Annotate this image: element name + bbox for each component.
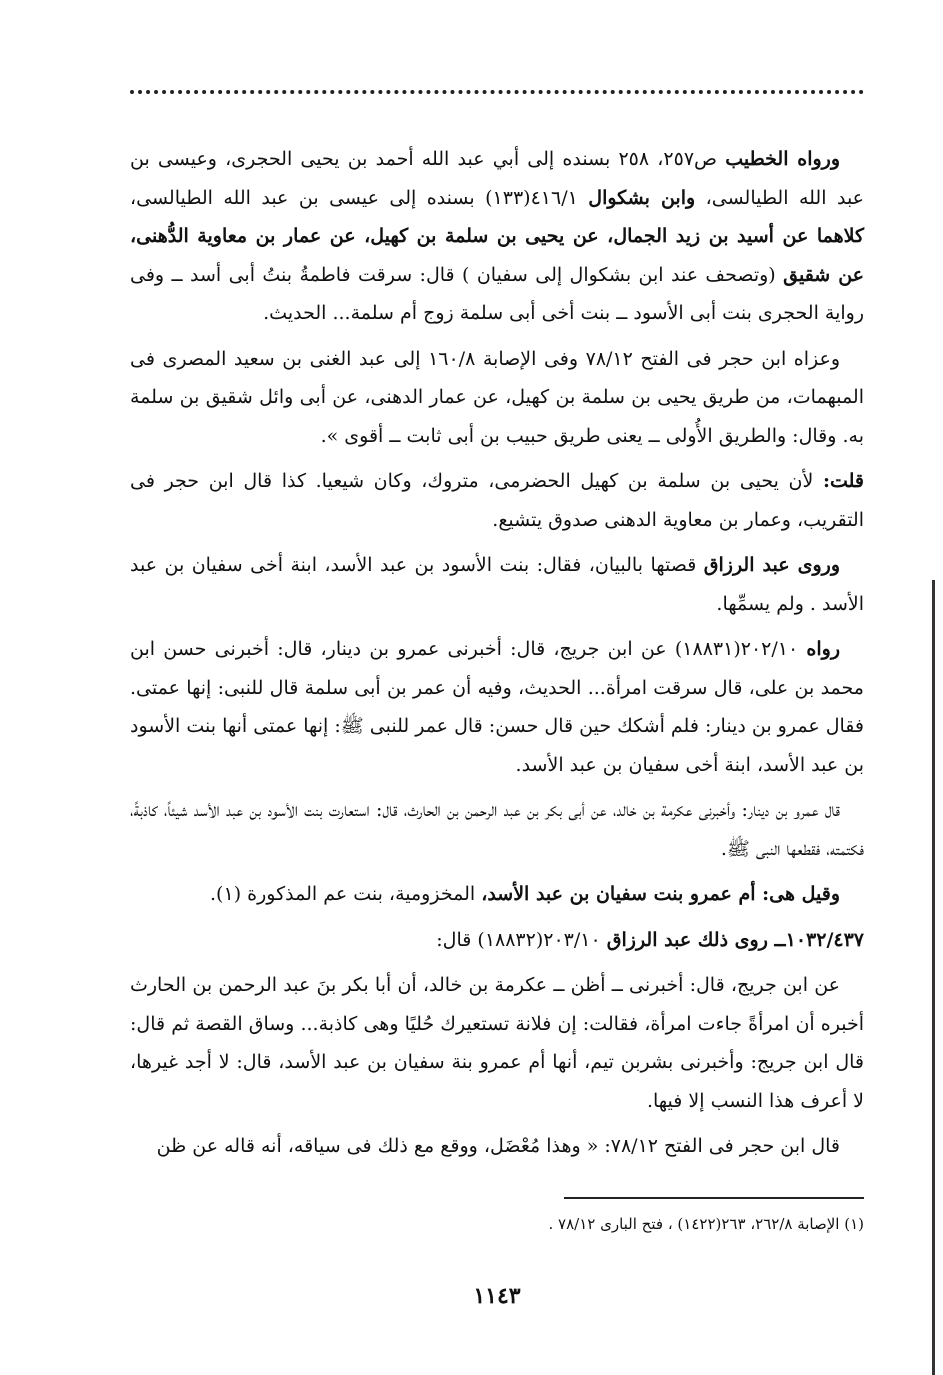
header-dotted-rule <box>130 90 864 94</box>
paragraph-text: قال عمرو بن دينار: وأخبرنى عكرمة بن خالد، عن أبى بكر بن عبد الرحمن بن الحارث، قال: استعارت بنت الأسود بن عبد الأسد شيئاً، كاذبةً، فكتمته، فقطعها النبى ﷺ. <box>130 799 864 860</box>
bold-lead: قلت: <box>822 470 865 492</box>
paragraph-4 <box>130 546 864 623</box>
main-text <box>130 140 864 1173</box>
paragraph-1 <box>130 140 864 333</box>
bold-lead: رواه <box>806 638 840 660</box>
bold-lead: ورواه الخطيب <box>725 148 841 170</box>
footnote: (١) الإصابة ٢٦٢/٨، ٢٦٣(١٤٢٢) ، فتح البارى ٧٨/١٢ . <box>548 1215 864 1233</box>
book-page <box>130 78 864 1318</box>
bold-lead: ١٠٣٢/٤٣٧ــ روى ذلك عبد الرزاق <box>606 928 864 951</box>
paragraph-text: ٤١٦/١(١٣٣) بسنده إلى عيسى بن عبد الله الطيالسى، <box>130 186 589 209</box>
paragraph-3 <box>130 462 864 539</box>
paragraph-2 <box>130 340 864 456</box>
paragraph-6 <box>130 791 864 868</box>
bold-lead: وروى عبد الرزاق <box>703 554 841 576</box>
footnote-rule <box>564 1197 864 1199</box>
bold-lead: وابن بشكوال <box>588 186 696 209</box>
paragraph-text: ص٢٥٧، ٢٥٨ بسنده إلى أبي عبد الله أحمد بن يحيى الحجرى، وعيسى بن عبد الله الطيالسى، <box>130 148 865 209</box>
paragraph-text: قصتها بالبيان، فقال: بنت الأسود بن عبد الأسد، ابنة أخى سفيان بن عبد الأسد . ولم يسمِّها. <box>130 554 864 615</box>
paragraph-text: لأن يحيى بن سلمة بن كهيل الحضرمى، متروك، وكان شيعيا. كذا قال ابن حجر فى التقريب، وعمار بن معاوية الدهنى صدوق يتشيع. <box>130 470 864 531</box>
paragraph-text: ٢٠٢/١٠(١٨٨٣١) عن ابن جريج، قال: أخبرنى عمرو بن دينار، قال: أخبرنى حسن ابن محمد بن على، قال سرقت امرأة... الحديث، وفيه أن عمر بن أبى سلمة قال للنبى: إنها عمتى. فقال عمرو بن دينار: فلم أشكك حين قال حسن: قال عمر للنبى ﷺ: إنها عمتى أنها بنت الأسود بن عبد الأسد، ابنة أخى سفيان بن عبد الأسد. <box>130 638 864 776</box>
page-edge-line <box>932 580 935 1375</box>
paragraph-text: عن ابن جريج، قال: أخبرنى ــ أظن ــ عكرمة بن خالد، أن أبا بكر بنَ عبد الرحمن بن الحارث أخبره أن امرأةً جاءت امرأة، فقالت: إن فلانة تستعيرك حُليًا وهى كاذبة... وساق القصة ثم قال: قال ابن جريج: وأخبرنى بشربن تيم، أنها أم عمرو بنة سفيان بن عبد الأسد، قال: لا أجد غيرها، لا أعرف هذا النسب إلا فيها. <box>130 974 864 1112</box>
bold-lead: وقيل هى: أم عمرو بنت سفيان بن عبد الأسد، <box>481 883 840 905</box>
bold-lead: كلاهما عن أسيد بن زيد الجمال، عن يحيى بن سلمة بن كهيل، عن عمار بن معاوية الدُّهنى، عن شقيق <box>130 225 864 286</box>
paragraph-text: المخزومية، بنت عم المذكورة (١). <box>210 883 482 905</box>
paragraph-10 <box>130 1127 864 1166</box>
paragraph-text: (وتصحف عند ابن بشكوال إلى سفيان ) قال: سرقت فاطمةُ بنتُ أبى أسد ــ وفى رواية الحجرى بنت أبى الأسود ــ بنت أخى أبى سلمة زوج أم سلمة... الحديث. <box>130 263 864 324</box>
paragraph-9 <box>130 966 864 1120</box>
paragraph-text: وعزاه ابن حجر فى الفتح ٧٨/١٢ وفى الإصابة ١٦٠/٨ إلى عبد الغنى بن سعيد المصرى فى المبهمات، من طريق يحيى بن سلمة بن كهيل، عن عمار الدهنى، عن أبى وائل شقيق بن سلمة به. وقال: والطريق الأُولى ــ يعنى طريق حبيب بن أبى ثابت ــ أقوى ». <box>130 347 864 447</box>
paragraph-7 <box>130 875 864 914</box>
paragraph-text: قال ابن حجر فى الفتح ٧٨/١٢: « وهذا مُعْضَل، ووقع مع ذلك فى سياقه، أنه قاله عن ظن <box>156 1135 840 1157</box>
paragraph-5 <box>130 630 864 784</box>
paragraph-text: ٢٠٣/١٠(١٨٨٣٢) قال: <box>436 928 607 951</box>
paragraph-8 <box>130 921 864 960</box>
page-number: ١١٤٣ <box>473 1283 521 1309</box>
